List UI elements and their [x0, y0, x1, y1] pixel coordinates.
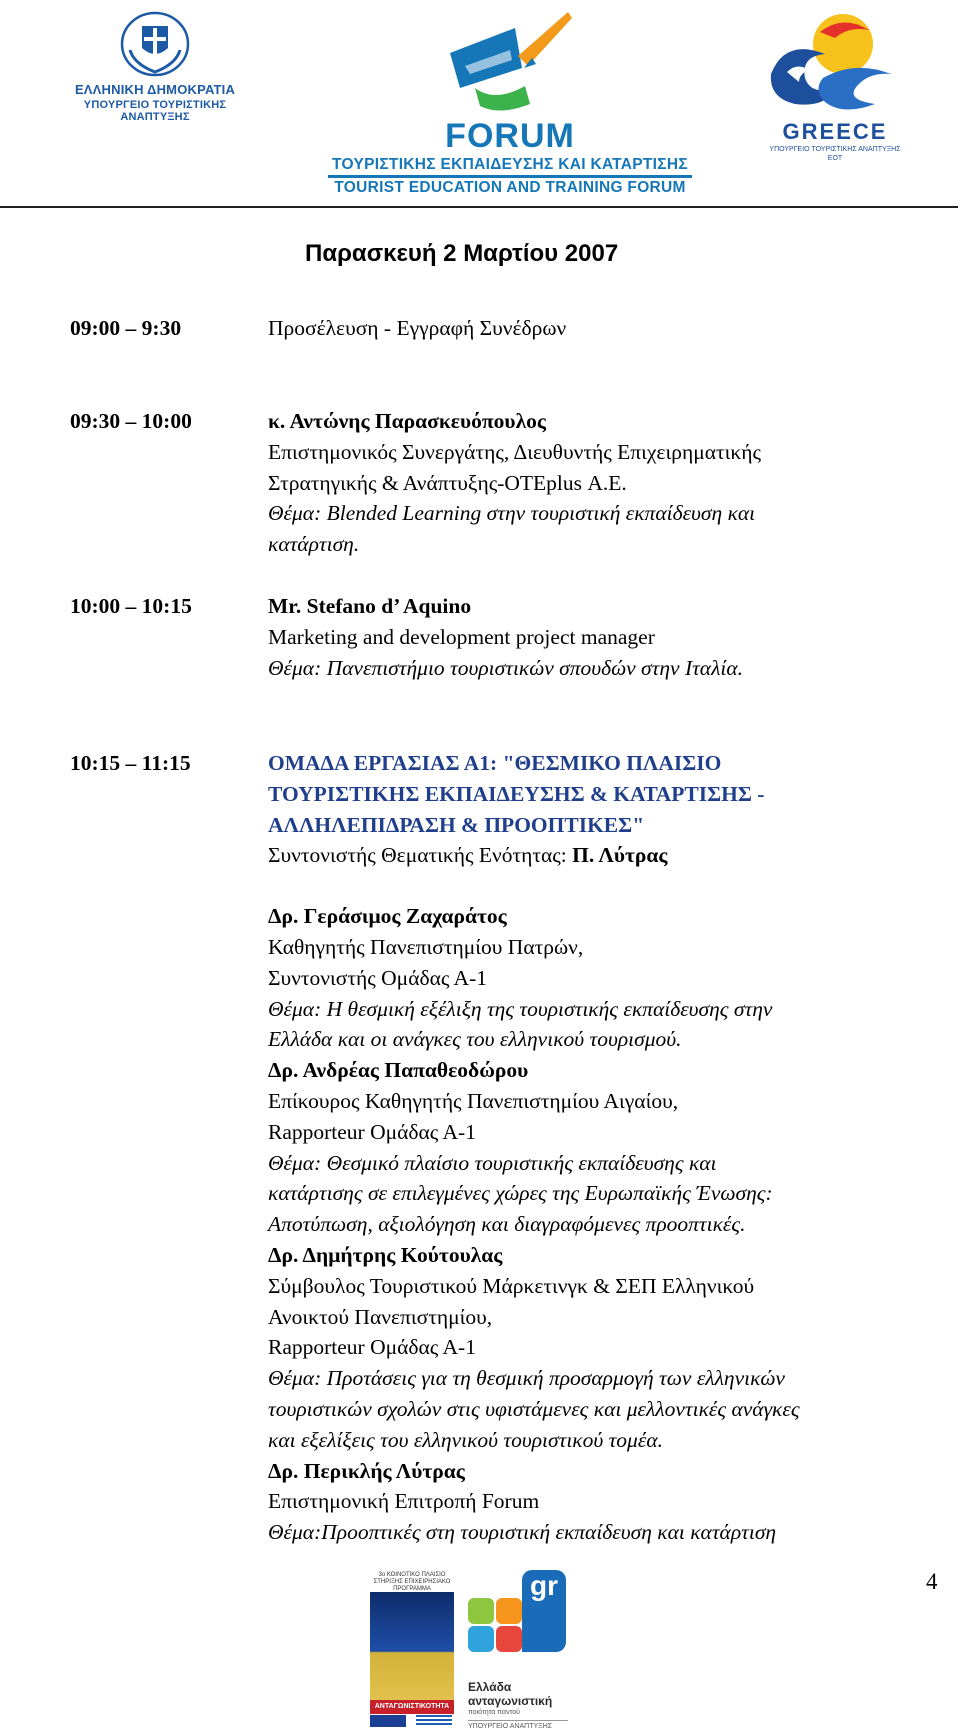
session-coordinator: [268, 840, 918, 871]
talk-topic: κατάρτιση.: [268, 532, 360, 557]
session-title: ΑΛΛΗΛΕΠΙΔΡΑΣΗ & ΠΡΟΟΠΤΙΚΕΣ": [268, 812, 645, 837]
speaker-role: Επίκουρος Καθηγητής Πανεπιστημίου Αιγαίου,: [268, 1088, 679, 1113]
speaker-role: Επιστημονική Επιτροπή Forum: [268, 1489, 540, 1514]
page-number: 4: [926, 1569, 938, 1594]
speaker-name: Δρ. Δημήτρης Κούτουλας: [268, 1242, 503, 1267]
greece-word: GREECE: [782, 119, 888, 144]
speaker-name: Δρ. Ανδρέας Παπαθεοδώρου: [268, 1058, 529, 1083]
forum-greek-title: ΤΟΥΡΙΣΤΙΚΗΣ ΕΚΠΑΙΔΕΥΣΗΣ ΚΑΙ ΚΑΤΑΡΤΙΣΗΣ: [332, 156, 688, 173]
gr-mark: gr: [522, 1570, 566, 1652]
competitiveness-programme-logo: [366, 1570, 458, 1728]
blue-square-icon: [468, 1626, 494, 1652]
speaker-role: Rapporteur Ομάδας Α-1: [268, 1119, 476, 1144]
page-header: [0, 0, 960, 210]
greece-eot: ΕΟΤ: [827, 155, 843, 162]
slot-body: [268, 313, 918, 344]
slot-time: 10:00 – 10:15: [70, 594, 192, 618]
speaker-papatheodorou: [268, 1055, 918, 1240]
talk-topic: Θέμα: Προτάσεις για τη θεσμική προσαρμογή των ελληνικών: [268, 1366, 785, 1391]
speaker-lytras: [268, 1456, 918, 1548]
talk-topic: Θέμα:Προοπτικές στη τουριστική εκπαίδευση και κατάρτιση: [268, 1520, 777, 1545]
speaker-name: κ. Αντώνης Παρασκευόπουλος: [268, 409, 546, 433]
greece-subtitle: ΥΠΟΥΡΓΕΙΟ ΤΟΥΡΙΣΤΙΚΗΣ ΑΝΑΠΤΥΞΗΣ: [769, 146, 901, 153]
speaker-role: Ανοικτού Πανεπιστημίου,: [268, 1304, 493, 1329]
slot-body: [268, 591, 918, 683]
talk-topic: Θέμα: Θεσμικό πλαίσιο τουριστικής εκπαίδευσης και: [268, 1150, 717, 1175]
hellenic-republic-text: ΕΛΛΗΝΙΚΗ ΔΗΜΟΚΡΑΤΙΑ: [74, 82, 236, 97]
greek-coat-of-arms-icon: [120, 10, 190, 78]
speaker-name: Δρ. Περικλής Λύτρας: [268, 1458, 465, 1483]
flags: [370, 1715, 454, 1727]
speaker-role: Καθηγητής Πανεπιστημίου Πατρών,: [268, 934, 584, 959]
slot-time: 09:00 – 9:30: [70, 316, 182, 340]
speaker-koutoulas: [268, 1240, 918, 1456]
slot-body: [268, 406, 918, 560]
greece-sun-wave-icon: [765, 8, 905, 120]
green-square-icon: [468, 1598, 494, 1624]
eu-flag-icon: [370, 1715, 406, 1727]
forum-logo: [320, 8, 700, 198]
forum-emblem-icon: [440, 8, 580, 118]
eu-programme-text: 3ο ΚΟΙΝΟΤΙΚΟ ΠΛΑΙΣΙΟ ΣΤΗΡΙΞΗΣ ΕΠΙΧΕΙΡΗΣΙΑΚΟ ΠΡΟΓΡΑΜΜΑ: [373, 1572, 451, 1592]
slot-body: [268, 748, 918, 1548]
competitiveness-label: ΑΝΤΑΓΩΝΙΣΤΙΚΟΤΗΤΑ: [370, 1700, 454, 1714]
slot-time: 09:30 – 10:00: [70, 409, 192, 433]
gr-tagline: ποιότητα παντού: [468, 1709, 520, 1716]
speaker-role: Συντονιστής Ομάδας Α-1: [268, 965, 487, 990]
speaker-name: Δρ. Γεράσιμος Ζαχαράτος: [268, 904, 507, 929]
talk-topic: Θέμα: Πανεπιστήμιο τουριστικών σπουδών στην Ιταλία.: [268, 655, 744, 680]
hellenic-republic-logo: [50, 10, 260, 123]
talk-topic: τουριστικών σχολών στις υφιστάμενες και μελλοντικές ανάγκες: [268, 1396, 800, 1421]
talk-topic: Θέμα: Blended Learning στην τουριστική εκπαίδευση και: [268, 501, 756, 526]
speaker-role: Σύμβουλος Τουριστικού Μάρκετινγκ & ΣΕΠ Ελληνικού: [268, 1273, 755, 1298]
greece-tourism-logo: [760, 8, 910, 168]
eu-programme-artwork: [370, 1592, 454, 1700]
slot-time: 10:15 – 11:15: [70, 751, 191, 775]
session-title: ΟΜΑΔΑ ΕΡΓΑΣΙΑΣ Α1: "ΘΕΣΜΙΚΟ ΠΛΑΙΣΙΟ: [268, 751, 722, 775]
footer-logos: [360, 1570, 570, 1732]
greece-competitive-logo: [468, 1570, 568, 1730]
talk-topic: κατάρτισης σε επιλεγμένες χώρες της Ευρωπαϊκής Ένωσης:: [268, 1181, 773, 1206]
header-divider: [0, 206, 958, 208]
talk-topic: Αποτύπωση, αξιολόγηση και διαγραφόμενες προοπτικές.: [268, 1212, 746, 1237]
coordinator-name: Π. Λύτρας: [572, 843, 668, 868]
slot-text: Προσέλευση - Εγγραφή Συνέδρων: [268, 316, 567, 340]
speaker-name: Mr. Stefano d’ Aquino: [268, 594, 472, 618]
ministry-text: ΥΠΟΥΡΓΕΙΟ ΤΟΥΡΙΣΤΙΚΗΣ ΑΝΑΠΤΥΞΗΣ: [83, 99, 227, 123]
gr-title: Ελλάδα ανταγωνιστική: [468, 1680, 553, 1708]
speaker-role: Rapporteur Ομάδας Α-1: [268, 1335, 476, 1360]
greek-flag-icon: [416, 1715, 452, 1727]
gr-ministry: ΥΠΟΥΡΓΕΙΟ ΑΝΑΠΤΥΞΗΣ: [468, 1720, 568, 1731]
speaker-role: Στρατηγικής & Ανάπτυξης-ΟΤΕplus Α.Ε.: [268, 470, 627, 495]
talk-topic: και εξελίξεις του ελληνικού τουριστικού τομέα.: [268, 1427, 663, 1452]
orange-square-icon: [496, 1598, 522, 1624]
red-square-icon: [496, 1626, 522, 1652]
speaker-zacharatos: [268, 901, 918, 1055]
speaker-role: Επιστημονικός Συνεργάτης, Διευθυντής Επιχειρηματικής: [268, 439, 762, 464]
forum-english-title: TOURIST EDUCATION AND TRAINING FORUM: [334, 179, 686, 196]
forum-divider: [328, 175, 692, 178]
coordinator-label: Συντονιστής Θεματικής Ενότητας:: [268, 843, 573, 868]
talk-topic: Θέμα: Η θεσμική εξέλιξη της τουριστικής εκπαίδευσης στην: [268, 996, 773, 1021]
page-title: Παρασκευή 2 Μαρτίου 2007: [305, 240, 619, 267]
session-title: ΤΟΥΡΙΣΤΙΚΗΣ ΕΚΠΑΙΔΕΥΣΗΣ & ΚΑΤΑΡΤΙΣΗΣ -: [268, 781, 765, 806]
talk-topic: Ελλάδα και οι ανάγκες του ελληνικού τουρισμού.: [268, 1027, 682, 1052]
speaker-role: Marketing and development project manager: [268, 624, 655, 649]
forum-word: FORUM: [445, 117, 575, 155]
spacer: [268, 871, 918, 901]
